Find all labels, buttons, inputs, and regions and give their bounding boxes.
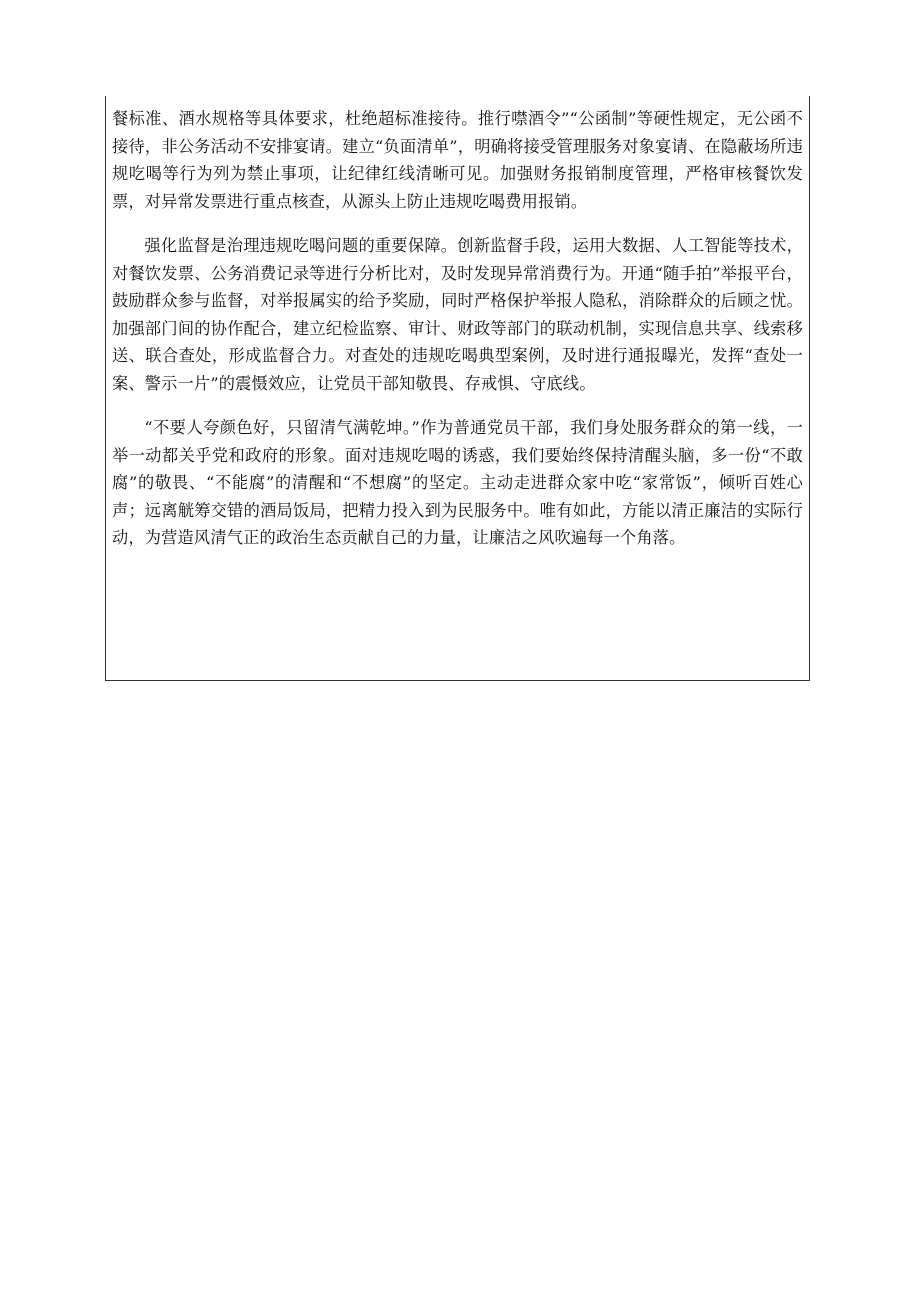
document-text-frame xyxy=(105,96,810,681)
paragraph-integrity-conclusion: “不要人夸颜色好，只留清气满乾坤。”作为普通党员干部，我们身处服务群众的第一线，一举一动都关乎党和政府的形象。面对违规吃喝的诱惑，我们要始终保持清醒头脑，多一份“不敢腐”的敬畏、“不能腐”的清醒和“不想腐”的坚定。主动走进群众家中吃“家常饭”，倾听百姓心声；远离觥筹交错的酒局饭局，把精力投入到为民服务中。唯有如此，方能以清正廉洁的实际行动，为营造风清气正的政治生态贡献自己的力量，让廉洁之风吹遍每一个角落。 xyxy=(112,418,803,547)
paragraph-hospitality-rules: 餐标准、酒水规格等具体要求，杜绝超标准接待。推行噤酒令”“公函制”等硬性规定，无公函不接待，非公务活动不安排宴请。建立“负面清单”，明确将接受管理服务对象宴请、在隐蔽场所违规吃喝等行为列为禁止事项，让纪律红线清晰可见。加强财务报销制度管理，严格审核餐饮发票，对异常发票进行重点核查，从源头上防止违规吃喝费用报销。 xyxy=(112,109,803,211)
paragraph-strengthen-supervision: 强化监督是治理违规吃喝问题的重要保障。创新监督手段，运用大数据、人工智能等技术，对餐饮发票、公务消费记录等进行分析比对，及时发现异常消费行为。开通“随手拍”举报平台，鼓励群众参与监督，对举报属实的给予奖励，同时严格保护举报人隐私，消除群众的后顾之忧。加强部门间的协作配合，建立纪检监察、审计、财政等部门的联动机制，实现信息共享、线索移送、联合查处，形成监督合力。对查处的违规吃喝典型案例，及时进行通报曝光，发挥“查处一案、警示一片”的震慑效应，让党员干部知敬畏、存戒惧、守底线。 xyxy=(112,236,803,393)
